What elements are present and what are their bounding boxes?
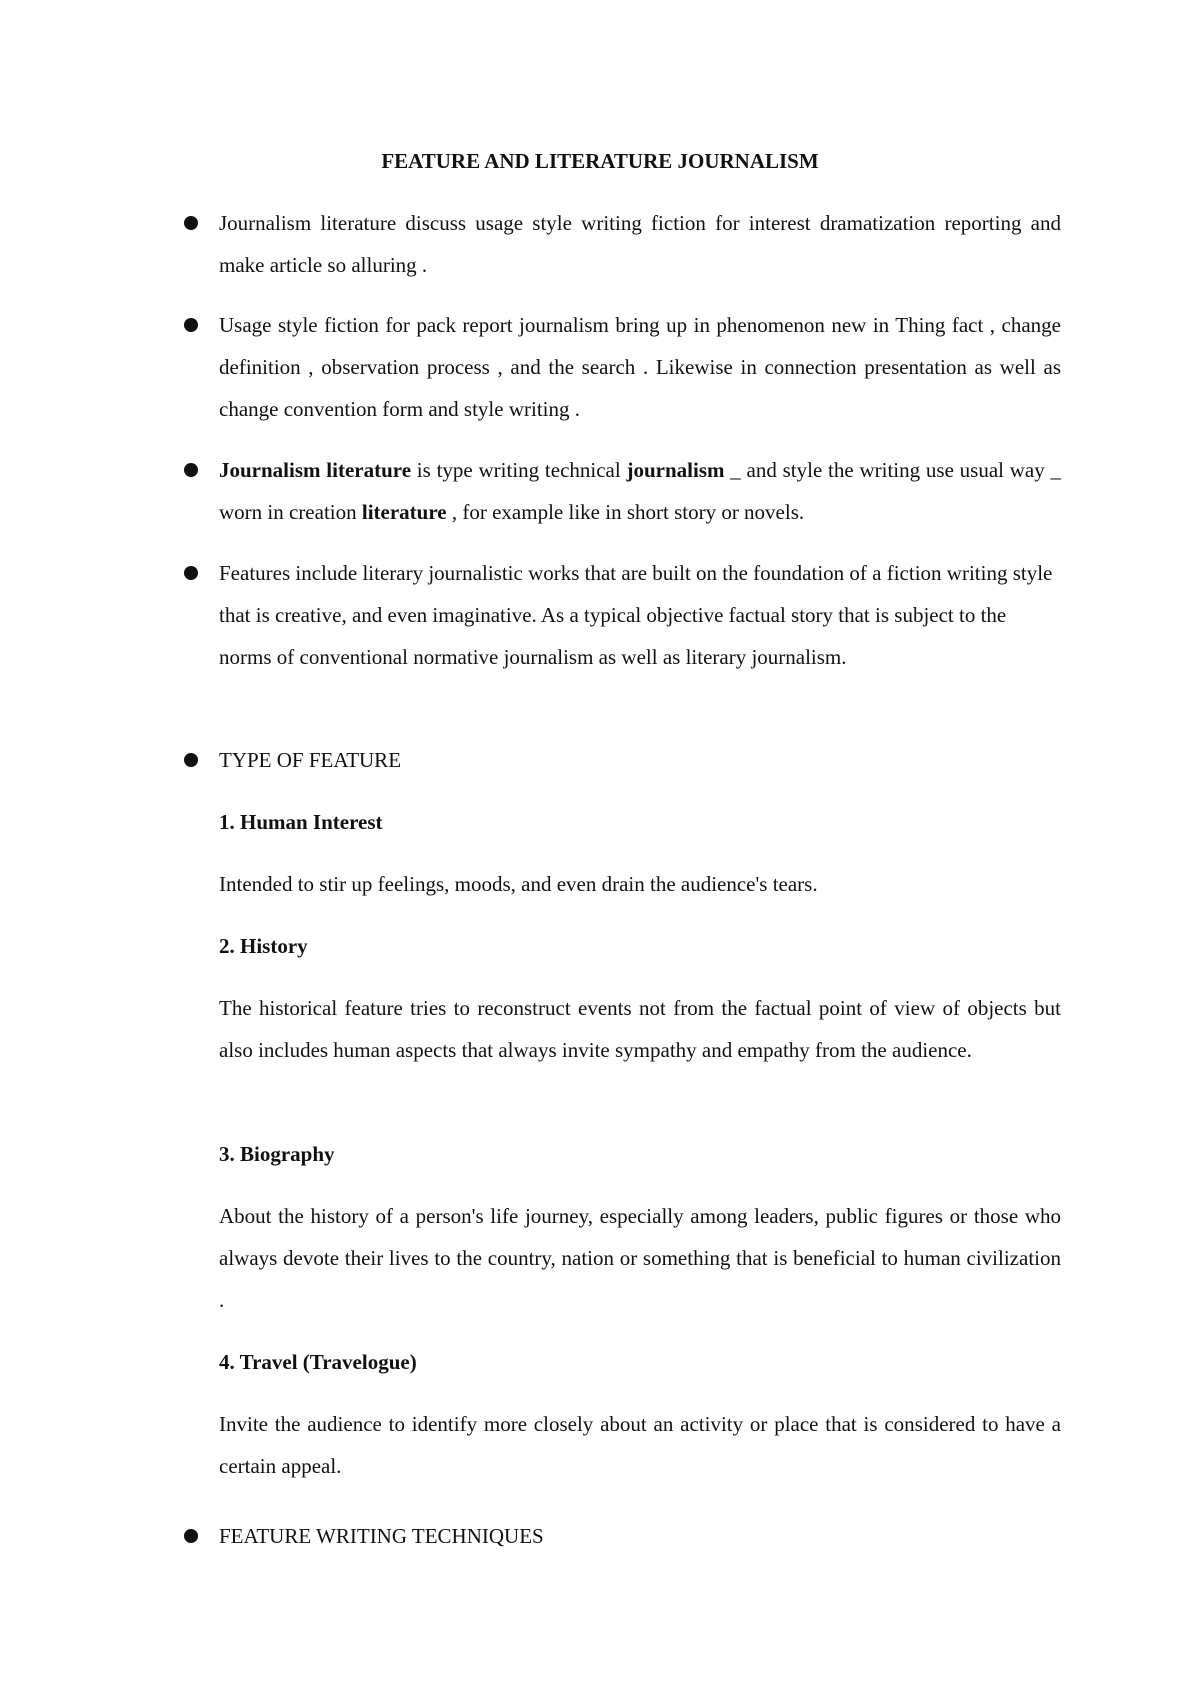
bullet-dot	[184, 318, 198, 332]
bullet-dot	[184, 753, 198, 767]
type-body-1: Intended to stir up feelings, moods, and even drain the audience's tears.	[219, 872, 818, 896]
bullet-dot	[184, 216, 198, 230]
text-run: _ and style the writing use usual way _ worn in creation	[219, 458, 1061, 524]
bullet-dot	[184, 1529, 198, 1543]
type-heading-3: 3. Biography	[219, 1142, 335, 1166]
document-title: FEATURE AND LITERATURE JOURNALISM	[381, 149, 819, 173]
type-heading-1: 1. Human Interest	[219, 810, 383, 834]
bold-term: journalism	[626, 458, 725, 482]
type-heading-4: 4. Travel (Travelogue)	[219, 1350, 417, 1374]
bullet-item-2: Usage style fiction for pack report journalism bring up in phenomenon new in Thing fact , change definition , observation process , and the search . Likewise in connection presentation as well as change convention form and style writing .	[219, 313, 1061, 421]
bullet-dot	[184, 566, 198, 580]
type-body-2: The historical feature tries to reconstruct events not from the factual point of view of objects but also includes human aspects that always invite sympathy and empathy from the audience.	[219, 996, 1061, 1062]
bullet-item-5: TYPE OF FEATURE	[219, 748, 402, 772]
bullet-dot	[184, 463, 198, 477]
text-run: is type writing technical	[411, 458, 627, 482]
bullet-item-4: Features include literary journalistic works that are built on the foundation of a fiction writing style that is creative, and even imaginative. As a typical objective factual story that is subject to the norms of conventional normative journalism as well as literary journalism.	[219, 561, 1053, 669]
type-heading-2: 2. History	[219, 934, 308, 958]
bullet-item-1: Journalism literature discuss usage style writing fiction for interest dramatization reporting and make article so alluring .	[219, 211, 1061, 277]
type-body-3: About the history of a person's life journey, especially among leaders, public figures or those who always devote their lives to the country, nation or something that is beneficial to human civilization .	[219, 1204, 1061, 1312]
bold-term: literature	[361, 500, 447, 524]
bullet-item-3	[219, 449, 1061, 533]
bold-term: Journalism literature	[219, 458, 412, 482]
type-body-4: Invite the audience to identify more closely about an activity or place that is considered to have a certain appeal.	[219, 1412, 1061, 1478]
bullet-item-6: FEATURE WRITING TECHNIQUES	[219, 1524, 544, 1548]
text-run: , for example like in short story or novels.	[446, 500, 805, 524]
